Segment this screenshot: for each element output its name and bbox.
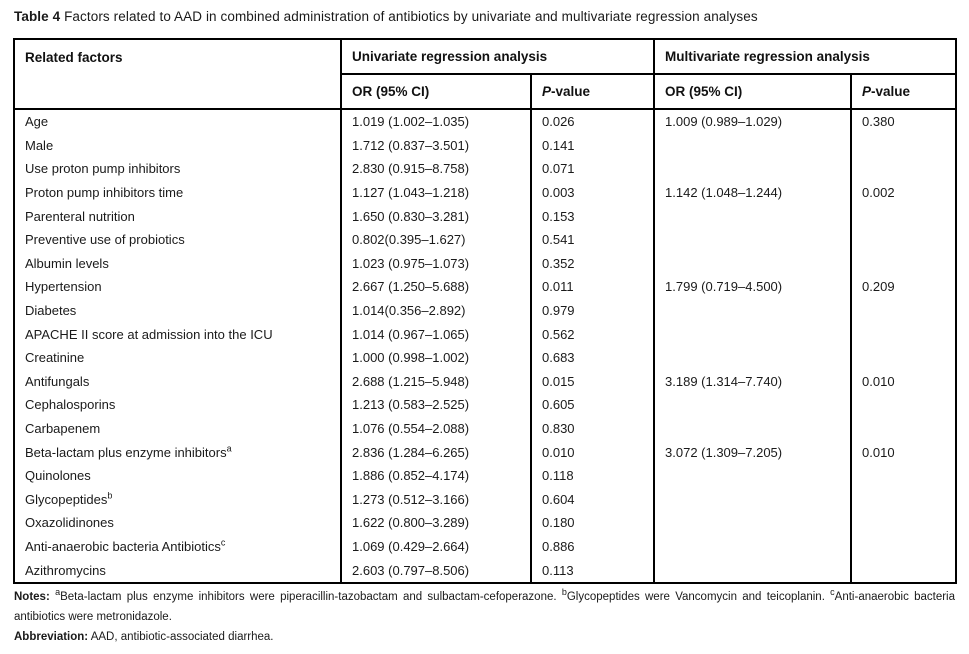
table-row [14, 370, 956, 394]
note-text: Glycopeptides were Vancomycin and teicoplanin. [566, 591, 831, 603]
table-caption-number: Table 4 [14, 9, 61, 24]
factor-cell [14, 109, 341, 134]
multivariate-p-cell [851, 464, 956, 488]
factor-label: Hypertension [25, 279, 102, 295]
multivariate-or-cell [654, 393, 851, 417]
table-row [14, 464, 956, 488]
multivariate-p-cell [851, 134, 956, 158]
table-row [14, 228, 956, 252]
factor-footnote-marker: a [226, 443, 232, 454]
notes-label: Notes: [14, 591, 50, 603]
factor-cell [14, 488, 341, 512]
factor-label: Quinolones [25, 468, 91, 484]
multivariate-p-cell: 0.010 [851, 440, 956, 464]
univariate-p-cell: 0.352 [531, 252, 654, 276]
univariate-p-cell: 0.113 [531, 558, 654, 583]
univariate-p-cell: 0.979 [531, 299, 654, 323]
table-row [14, 275, 956, 299]
multivariate-p-cell [851, 511, 956, 535]
multivariate-or-cell [654, 488, 851, 512]
univariate-p-cell: 0.015 [531, 370, 654, 394]
multivariate-p-cell [851, 228, 956, 252]
univariate-or-cell: 2.603 (0.797–8.506) [341, 558, 531, 583]
univariate-or-cell: 2.830 (0.915–8.758) [341, 157, 531, 181]
univariate-or-cell: 1.023 (0.975–1.073) [341, 252, 531, 276]
table-row [14, 393, 956, 417]
multivariate-p-cell: 0.209 [851, 275, 956, 299]
factor-label: Carbapenem [25, 421, 101, 437]
multivariate-or-cell [654, 346, 851, 370]
table-row [14, 109, 956, 134]
factor-label: Male [25, 137, 54, 153]
univariate-or-cell: 1.650 (0.830–3.281) [341, 204, 531, 228]
multivariate-p-cell: 0.002 [851, 181, 956, 205]
factor-label: Albumin levels [25, 255, 109, 271]
multivariate-p-cell: 0.380 [851, 109, 956, 134]
factor-cell [14, 299, 341, 323]
univariate-or-cell: 2.688 (1.215–5.948) [341, 370, 531, 394]
multivariate-or-cell [654, 322, 851, 346]
univariate-p-cell: 0.141 [531, 134, 654, 158]
header-multivariate-p-value [851, 74, 956, 109]
univariate-p-cell: 0.118 [531, 464, 654, 488]
univariate-or-cell: 1.622 (0.800–3.289) [341, 511, 531, 535]
notes-segment [55, 587, 562, 603]
table-row [14, 346, 956, 370]
univariate-or-cell: 0.802(0.395–1.627) [341, 228, 531, 252]
table-row [14, 417, 956, 441]
p-value-rest: -value [871, 84, 911, 99]
factor-cell [14, 370, 341, 394]
note-footnote-marker: b [561, 587, 567, 598]
factor-label: Anti-anaerobic bacteria Antibiotics [25, 538, 221, 554]
univariate-or-cell: 1.886 (0.852–4.174) [341, 464, 531, 488]
univariate-p-cell: 0.830 [531, 417, 654, 441]
univariate-or-cell: 1.127 (1.043–1.218) [341, 181, 531, 205]
factor-cell [14, 440, 341, 464]
univariate-p-cell: 0.003 [531, 181, 654, 205]
table-caption-text: Factors related to AAD in combined administration of antibiotics by univariate and multivariate regression analyses [64, 9, 758, 24]
multivariate-or-cell: 1.009 (0.989–1.029) [654, 109, 851, 134]
abbreviation-text: AAD, antibiotic-associated diarrhea. [90, 630, 274, 643]
factor-cell [14, 511, 341, 535]
univariate-or-cell: 2.667 (1.250–5.688) [341, 275, 531, 299]
regression-table [13, 38, 957, 584]
multivariate-p-cell [851, 558, 956, 583]
multivariate-or-cell [654, 417, 851, 441]
univariate-or-cell: 1.000 (0.998–1.002) [341, 346, 531, 370]
multivariate-p-cell [851, 322, 956, 346]
multivariate-or-cell: 3.072 (1.309–7.205) [654, 440, 851, 464]
factor-cell [14, 157, 341, 181]
univariate-or-cell: 1.712 (0.837–3.501) [341, 134, 531, 158]
table-row [14, 440, 956, 464]
multivariate-p-cell [851, 393, 956, 417]
multivariate-p-cell [851, 535, 956, 559]
factor-cell [14, 558, 341, 583]
factor-cell [14, 322, 341, 346]
factor-label: Antifungals [25, 373, 90, 389]
multivariate-or-cell [654, 204, 851, 228]
table-caption [14, 9, 758, 24]
factor-label: Glycopeptides [25, 491, 108, 507]
factor-cell [14, 417, 341, 441]
factor-label: Oxazolidinones [25, 515, 114, 531]
multivariate-p-cell [851, 204, 956, 228]
abbreviation-line [14, 628, 955, 648]
factor-label: APACHE II score at admission into the ICU [25, 326, 273, 342]
multivariate-or-cell [654, 535, 851, 559]
header-related-factors: Related factors [14, 39, 341, 109]
note-text: Anti-anaerobic bacteria antibiotics were metronidazole. [14, 591, 956, 623]
header-univariate-or-ci: OR (95% CI) [341, 74, 531, 109]
multivariate-p-cell [851, 299, 956, 323]
p-value-rest: -value [551, 84, 591, 99]
univariate-p-cell: 0.541 [531, 228, 654, 252]
factor-cell [14, 393, 341, 417]
table-row [14, 134, 956, 158]
multivariate-or-cell [654, 228, 851, 252]
univariate-p-cell: 0.886 [531, 535, 654, 559]
note-footnote-marker: a [55, 587, 61, 598]
univariate-or-cell: 1.014(0.356–2.892) [341, 299, 531, 323]
univariate-p-cell: 0.562 [531, 322, 654, 346]
univariate-or-cell: 1.273 (0.512–3.166) [341, 488, 531, 512]
header-multivariate-or-ci: OR (95% CI) [654, 74, 851, 109]
univariate-p-cell: 0.605 [531, 393, 654, 417]
univariate-p-cell: 0.683 [531, 346, 654, 370]
factor-cell [14, 346, 341, 370]
univariate-p-cell: 0.010 [531, 440, 654, 464]
univariate-p-cell: 0.153 [531, 204, 654, 228]
multivariate-or-cell [654, 464, 851, 488]
header-univariate-analysis: Univariate regression analysis [341, 39, 654, 74]
multivariate-p-cell [851, 417, 956, 441]
p-value-italic-p: P [542, 84, 552, 99]
note-footnote-marker: c [830, 587, 835, 598]
factor-label: Use proton pump inhibitors [25, 161, 181, 177]
notes-paragraph [14, 588, 955, 628]
table-row [14, 535, 956, 559]
multivariate-or-cell [654, 134, 851, 158]
table-notes [14, 588, 955, 647]
factor-label: Diabetes [25, 303, 77, 319]
univariate-or-cell: 1.076 (0.554–2.088) [341, 417, 531, 441]
factor-label: Creatinine [25, 350, 85, 366]
factor-label: Beta-lactam plus enzyme inhibitors [25, 444, 227, 460]
factor-label: Preventive use of probiotics [25, 232, 185, 248]
factor-label: Cephalosporins [25, 397, 116, 413]
multivariate-or-cell: 1.799 (0.719–4.500) [654, 275, 851, 299]
multivariate-p-cell [851, 157, 956, 181]
table-row [14, 299, 956, 323]
factor-label: Age [25, 114, 49, 130]
factor-cell [14, 275, 341, 299]
multivariate-or-cell [654, 252, 851, 276]
univariate-or-cell: 1.019 (1.002–1.035) [341, 109, 531, 134]
multivariate-or-cell [654, 157, 851, 181]
factor-cell [14, 204, 341, 228]
multivariate-or-cell [654, 299, 851, 323]
factor-cell [14, 464, 341, 488]
factor-cell [14, 181, 341, 205]
table-row [14, 322, 956, 346]
table-row [14, 204, 956, 228]
header-univariate-p-value [531, 74, 654, 109]
factor-cell [14, 535, 341, 559]
multivariate-p-cell [851, 252, 956, 276]
factor-footnote-marker: b [107, 490, 113, 501]
multivariate-or-cell [654, 511, 851, 535]
notes-segments [14, 587, 956, 623]
multivariate-or-cell: 1.142 (1.048–1.244) [654, 181, 851, 205]
univariate-or-cell: 1.069 (0.429–2.664) [341, 535, 531, 559]
multivariate-or-cell: 3.189 (1.314–7.740) [654, 370, 851, 394]
table-row [14, 558, 956, 583]
table-body [14, 109, 956, 583]
table-row [14, 181, 956, 205]
univariate-or-cell: 1.213 (0.583–2.525) [341, 393, 531, 417]
factor-label: Parenteral nutrition [25, 208, 135, 224]
univariate-p-cell: 0.071 [531, 157, 654, 181]
univariate-p-cell: 0.604 [531, 488, 654, 512]
abbreviation-label: Abbreviation: [14, 630, 89, 643]
table-row [14, 511, 956, 535]
factor-label: Azithromycins [25, 562, 106, 578]
table-row [14, 252, 956, 276]
multivariate-p-cell [851, 346, 956, 370]
table-header [14, 39, 956, 109]
factor-cell [14, 134, 341, 158]
multivariate-p-cell: 0.010 [851, 370, 956, 394]
notes-segment [561, 587, 831, 603]
table-row [14, 488, 956, 512]
univariate-or-cell: 1.014 (0.967–1.065) [341, 322, 531, 346]
factor-cell [14, 228, 341, 252]
header-multivariate-analysis: Multivariate regression analysis [654, 39, 956, 74]
univariate-or-cell: 2.836 (1.284–6.265) [341, 440, 531, 464]
factor-cell [14, 252, 341, 276]
multivariate-p-cell [851, 488, 956, 512]
multivariate-or-cell [654, 558, 851, 583]
note-text: Beta-lactam plus enzyme inhibitors were piperacillin-tazobactam and sulbactam-cefoperazone. [60, 591, 562, 603]
factor-footnote-marker: c [220, 537, 226, 548]
univariate-p-cell: 0.026 [531, 109, 654, 134]
univariate-p-cell: 0.011 [531, 275, 654, 299]
p-value-italic-p: P [862, 84, 872, 99]
factor-label: Proton pump inhibitors time [25, 185, 184, 201]
univariate-p-cell: 0.180 [531, 511, 654, 535]
table-row [14, 157, 956, 181]
